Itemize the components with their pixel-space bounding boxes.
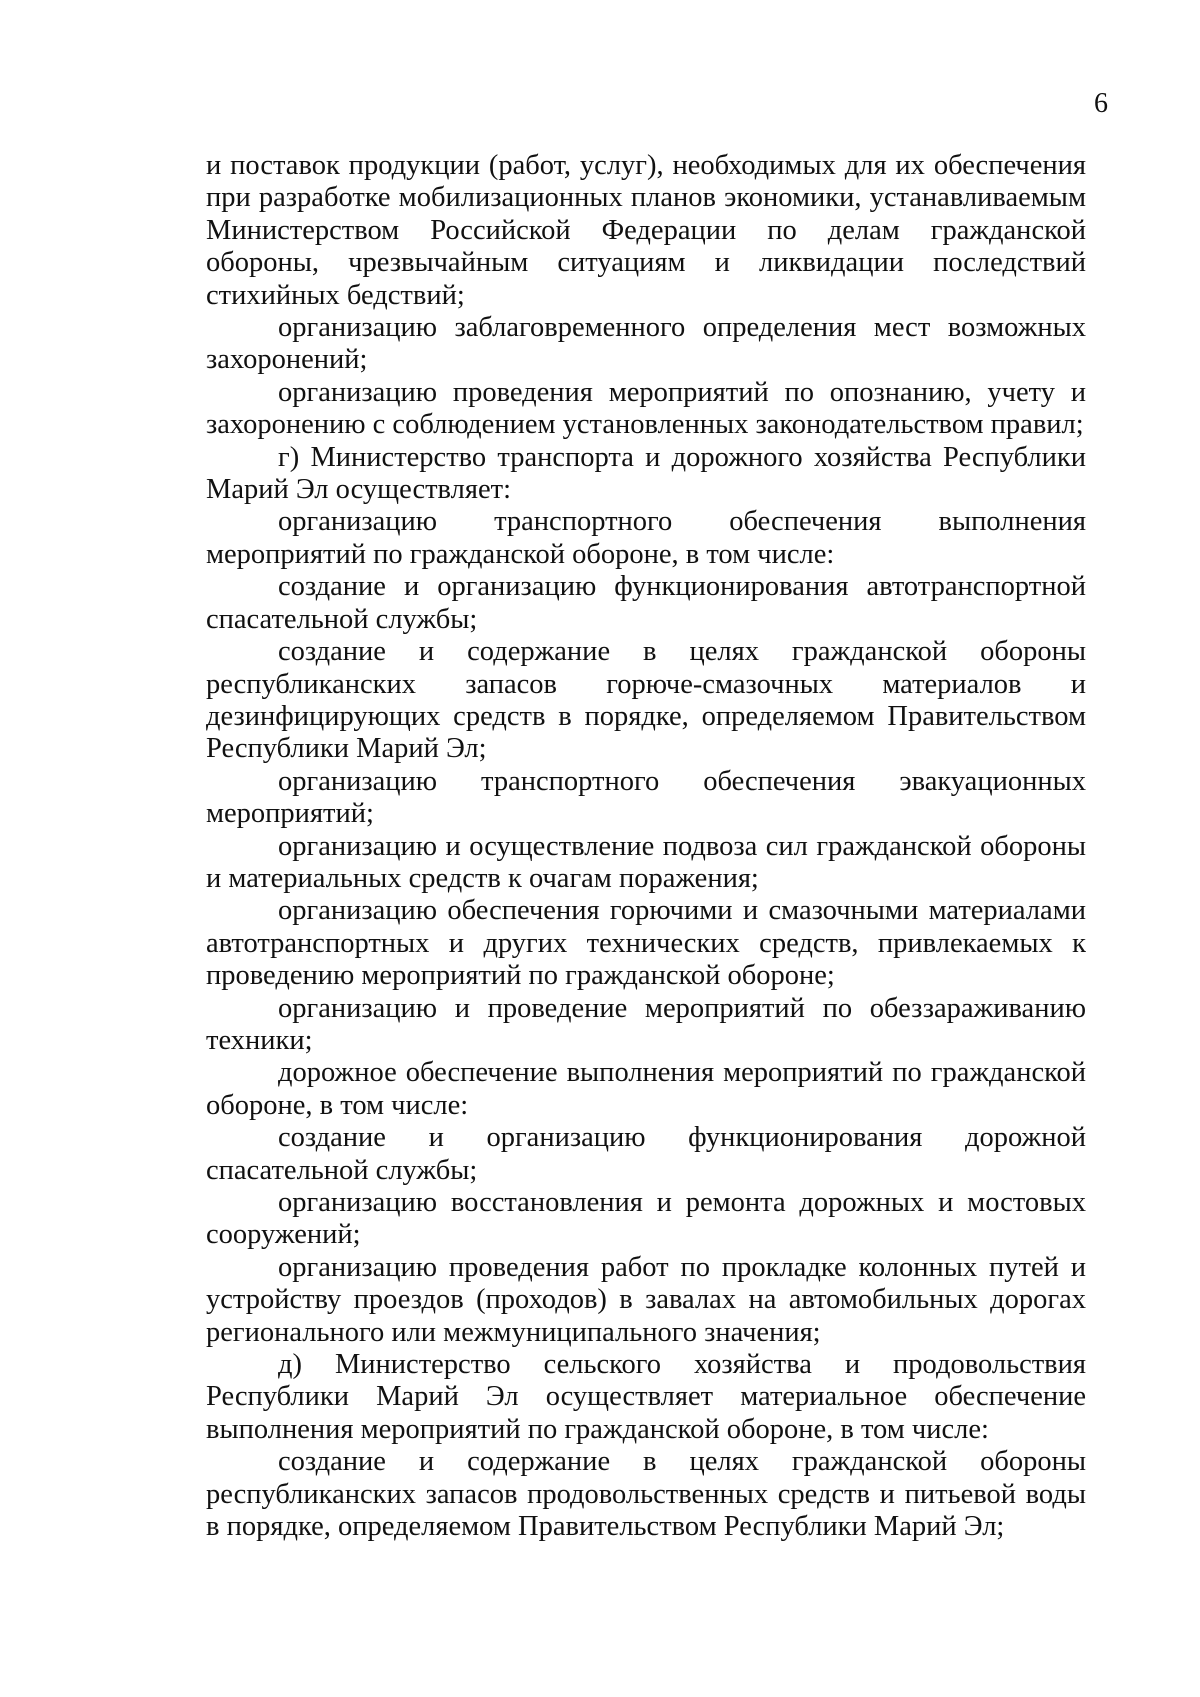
paragraph: организацию транспортного обеспечения эвакуационных мероприятий; xyxy=(206,765,1086,830)
paragraph: создание и содержание в целях гражданской обороны республиканских запасов горюче-смазочных материалов и дезинфицирующих средств в порядке, определяемом Правительством Республики Марий Эл; xyxy=(206,636,1086,765)
paragraph: организацию обеспечения горючими и смазочными материалами автотранспортных и других технических средств, привлекаемых к проведению мероприятий по гражданской обороне; xyxy=(206,895,1086,992)
page-number: 6 xyxy=(1094,88,1108,119)
paragraph: организацию транспортного обеспечения выполнения мероприятий по гражданской обороне, в том числе: xyxy=(206,506,1086,570)
paragraph-intro-continuation: и поставок продукции (работ, услуг), необходимых для их обеспечения при разработке мобилизационных планов экономики, устанавливаемым Министерством Российской Федерации по делам гражданской обороны, чрезвычайным ситуациям и ликвидации последствий стихийных бедствий; xyxy=(206,150,1086,311)
paragraph: дорожное обеспечение выполнения мероприятий по гражданской обороне, в том числе: xyxy=(206,1057,1086,1121)
paragraph: организацию и осуществление подвоза сил гражданской обороны и материальных средств к очагам поражения; xyxy=(206,830,1086,894)
paragraph: создание и организацию функционирования дорожной спасательной службы; xyxy=(206,1122,1086,1186)
paragraph: создание и организацию функционирования автотранспортной спасательной службы; xyxy=(206,571,1086,635)
paragraph: создание и содержание в целях гражданской обороны республиканских запасов продовольственных средств и питьевой воды в порядке, определяемом Правительством Республики Марий Эл; xyxy=(206,1446,1086,1543)
paragraph: организацию заблаговременного определения мест возможных захоронений; xyxy=(206,312,1086,376)
document-body xyxy=(206,150,1086,1543)
paragraph: организацию проведения работ по прокладке колонных путей и устройству проездов (проходов) в завалах на автомобильных дорогах регионального или межмуниципального значения; xyxy=(206,1251,1086,1348)
paragraph: организацию и проведение мероприятий по обеззараживанию техники; xyxy=(206,992,1086,1056)
paragraph-clause-d: д) Министерство сельского хозяйства и продовольствия Республики Марий Эл осуществляет материальное обеспечение выполнения мероприятий по гражданской обороне, в том числе: xyxy=(206,1349,1086,1445)
paragraph: организацию проведения мероприятий по опознанию, учету и захоронению с соблюдением установленных законодательством правил; xyxy=(206,376,1086,441)
paragraph-clause-g: г) Министерство транспорта и дорожного хозяйства Республики Марий Эл осуществляет: xyxy=(206,441,1086,506)
paragraph: организацию восстановления и ремонта дорожных и мостовых сооружений; xyxy=(206,1187,1086,1251)
